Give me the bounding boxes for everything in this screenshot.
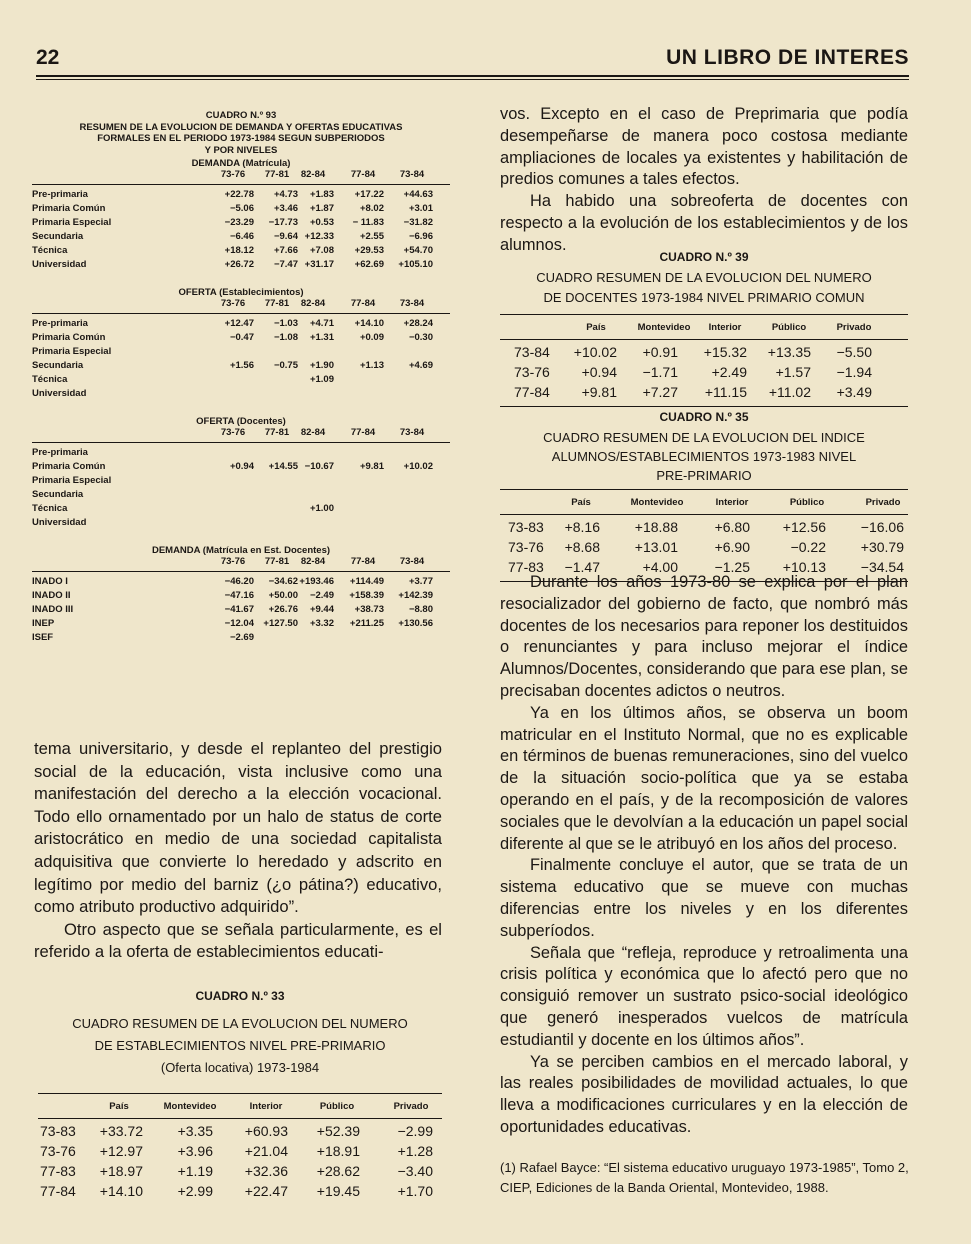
row-label: Técnica	[32, 503, 68, 514]
table-cell: −2.49	[309, 590, 334, 601]
table-cell: −46.20	[224, 576, 254, 587]
table-header	[500, 490, 908, 514]
table-cell: +114.49	[349, 576, 384, 587]
row-label: INEP	[32, 618, 55, 629]
table-cell: +1.13	[359, 360, 384, 371]
table-cell: +1.90	[309, 360, 334, 371]
footnote-text: Rafael Bayce: “El sistema educativo uruguayo 1973-1985”, Tomo 2, CIEP, Ediciones de la Banda Oriental, Montevideo, 1988.	[500, 1160, 909, 1195]
table-title-line: CUADRO RESUMEN DE LA EVOLUCION DEL NUMERO	[536, 270, 872, 285]
table-row	[500, 344, 908, 364]
table-cell: +3.35	[177, 1123, 213, 1139]
table-row	[32, 604, 450, 618]
table-cell: −41.67	[224, 604, 254, 615]
table-row	[38, 1183, 442, 1203]
table-row	[32, 503, 450, 517]
table-cell: +18.88	[634, 519, 678, 535]
table-cell: +22.78	[224, 189, 254, 200]
table-title-line: Y POR NIVELES	[204, 144, 278, 156]
table-cell: +7.27	[642, 384, 678, 400]
table-row	[500, 519, 908, 539]
table-row	[32, 189, 450, 203]
table-cell: +8.68	[564, 539, 600, 555]
table-cell: − 11.83	[352, 217, 384, 228]
column-header: Interior	[715, 497, 749, 508]
table-cell: +1.09	[309, 374, 334, 385]
row-label: Primaria Común	[32, 332, 106, 343]
table-cell: +9.44	[309, 604, 334, 615]
table-row	[32, 346, 450, 360]
period-header: 77-81	[264, 556, 290, 567]
paragraph: Otro aspecto que se señala particularmente, es el referido a la oferta de establecimientos educati-	[34, 919, 442, 962]
table-cuadro-39	[500, 246, 908, 407]
row-label: Primaria Especial	[32, 346, 112, 357]
table-row	[38, 1163, 442, 1183]
running-title: UN LIBRO DE INTERES	[666, 46, 909, 69]
table-cell: +1.57	[775, 364, 811, 380]
table-row	[32, 489, 450, 503]
period-header: 77-81	[264, 169, 290, 180]
table-title-line: ALUMNOS/ESTABLECIMIENTOS 1973-1983 NIVEL	[551, 449, 857, 464]
table-cell: +4.69	[408, 360, 433, 371]
table-cell: +18.97	[99, 1163, 143, 1179]
table-row	[32, 259, 450, 273]
table-row	[32, 245, 450, 259]
row-label: Pre-primaria	[32, 318, 88, 329]
table-row	[32, 318, 450, 332]
period-header: 82-84	[300, 169, 326, 180]
table-number: CUADRO N.º 39	[659, 250, 749, 264]
table-cell: +0.94	[229, 461, 254, 472]
table-title-line: CUADRO RESUMEN DE LA EVOLUCION DEL NUMERO	[72, 1016, 408, 1031]
table-row	[32, 374, 450, 388]
left-column-text	[34, 738, 442, 964]
column-header: Privado	[865, 497, 901, 508]
paragraph: Señala que “refleja, reproduce y retroalimenta una crisis política y económica que lo afectó pero que no consiguió remover un sustrato psico-social ideológico que generó inesperados vuelcos de matrícula estudiantil y docente en los últimos años”.	[500, 943, 908, 1049]
table-cell: +12.56	[782, 519, 826, 535]
table-cell: −23.29	[224, 217, 254, 228]
row-period: 77-83	[40, 1163, 76, 1179]
table-cell: −1.47	[564, 559, 600, 575]
table-cell: +14.10	[354, 318, 384, 329]
table-cell: −8.80	[408, 604, 433, 615]
footnote	[500, 1158, 912, 1198]
table-cell: +22.47	[244, 1183, 288, 1199]
table-cell: +62.69	[354, 259, 384, 270]
table-cell: +14.55	[268, 461, 298, 472]
table-number: CUADRO N.º 33	[195, 989, 285, 1003]
row-label: Primaria Especial	[32, 475, 112, 486]
table-cell: +3.32	[309, 618, 334, 629]
table-cell: +1.31	[309, 332, 334, 343]
table-cell: +1.28	[397, 1143, 433, 1159]
table-number: CUADRO N.º 93	[205, 110, 277, 121]
period-header: 77-84	[350, 298, 376, 309]
row-label: Primaria Común	[32, 203, 106, 214]
table-cell: −17.73	[268, 217, 298, 228]
table-cell: +3.96	[177, 1143, 213, 1159]
table-cell: +7.08	[309, 245, 334, 256]
period-header: 73-76	[220, 427, 246, 438]
table-cell: −0.22	[790, 539, 826, 555]
row-label: Primaria Común	[32, 461, 106, 472]
table-cell: +21.04	[244, 1143, 288, 1159]
table-cell: −1.08	[273, 332, 298, 343]
table-row	[500, 364, 908, 384]
period-header-row	[32, 556, 450, 568]
column-header: País	[109, 1101, 129, 1112]
table-cell: +26.72	[224, 259, 254, 270]
table-cell: −31.82	[403, 217, 433, 228]
table-row	[32, 332, 450, 346]
table-cell: +50.00	[268, 590, 298, 601]
paragraph: Ya se perciben cambios en el mercado laboral, y las reales posibilidades de movilidad actuales, lo que lleva a modificaciones curriculares y en la elección de oportunidades educativas.	[500, 1052, 908, 1136]
table-title-line: CUADRO RESUMEN DE LA EVOLUCION DEL INDICE	[543, 430, 865, 445]
table-cell: +10.02	[573, 344, 617, 360]
row-label: ISEF	[32, 632, 54, 643]
table-row	[38, 1143, 442, 1163]
table-header	[38, 1094, 442, 1118]
period-header-row	[32, 427, 450, 439]
section-heading: OFERTA (Establecimientos)	[178, 287, 304, 298]
section-heading: DEMANDA (Matrícula en Est. Docentes)	[151, 545, 331, 556]
table-cell: −16.06	[860, 519, 904, 535]
table-cell: −3.40	[397, 1163, 433, 1179]
period-header: 73-84	[399, 298, 425, 309]
period-header: 77-81	[264, 427, 290, 438]
table-row	[500, 539, 908, 559]
table-cell: +193.46	[299, 576, 334, 587]
table-cell: +10.13	[782, 559, 826, 575]
paragraph: Ya en los últimos años, se observa un boom matricular en el Instituto Normal, que no es explicable en términos de buenas remuneraciones, sino del vuelco de la situación socio-política que ya se estaba operando en el país, y de la recomposición de valores sociales que le devolvían a la educación un papel social diferente al que se le atribuyó en los años del proceso.	[500, 703, 908, 853]
table-cell: +0.94	[581, 364, 617, 380]
table-row	[500, 384, 908, 404]
table-cell: +9.81	[581, 384, 617, 400]
table-cell: +0.53	[309, 217, 334, 228]
table-title-line: RESUMEN DE LA EVOLUCION DE DEMANDA Y OFERTAS EDUCATIVAS	[79, 121, 403, 133]
table-cell: −10.67	[304, 461, 334, 472]
paragraph: Durante los años 1973-80 se explica por el plan resocializador del gobierno de facto, que nombró más docentes de los necesarios para reponer los destituidos o renunciantes y para incluso mejorar el índice Alumnos/Docentes, considerando que para ese plan, se precisaban docentes adictos o neutros.	[500, 573, 908, 700]
table-rows	[38, 1123, 442, 1203]
column-header: Montevideo	[637, 322, 691, 333]
period-header-row	[32, 298, 450, 310]
section-heading: OFERTA (Docentes)	[196, 416, 286, 427]
column-header: País	[571, 497, 591, 508]
table-cell: −5.06	[229, 203, 254, 214]
table-cell: −12.04	[224, 618, 254, 629]
row-label: Técnica	[32, 245, 68, 256]
header-rule-thin	[36, 79, 909, 80]
table-cell: +14.10	[99, 1183, 143, 1199]
row-label: INADO II	[32, 590, 71, 601]
row-period: 77-83	[508, 559, 544, 575]
table-cell: −34.54	[860, 559, 904, 575]
table-row	[32, 618, 450, 632]
table-cell: +54.70	[403, 245, 433, 256]
table-title-line: DE ESTABLECIMIENTOS NIVEL PRE-PRIMARIO	[94, 1038, 386, 1053]
table-cell: +26.76	[268, 604, 298, 615]
column-header: Privado	[836, 322, 872, 333]
table-cell: +18.91	[316, 1143, 360, 1159]
table-cuadro-93	[32, 110, 450, 646]
row-period: 77-84	[514, 384, 550, 400]
table-cell: +4.71	[309, 318, 334, 329]
table-cell: +158.39	[349, 590, 384, 601]
table-cell: +3.01	[408, 203, 433, 214]
period-header: 77-81	[264, 298, 290, 309]
table-cell: +12.33	[304, 231, 334, 242]
table-cell: +2.55	[359, 231, 384, 242]
table-row	[32, 475, 450, 489]
row-label: Primaria Especial	[32, 217, 112, 228]
row-label: INADO III	[32, 604, 74, 615]
table-cell: −0.30	[408, 332, 433, 343]
period-header: 82-84	[300, 298, 326, 309]
table-title-line: PRE-PRIMARIO	[656, 468, 752, 483]
table-cell: +0.09	[359, 332, 384, 343]
table-cell: +0.91	[642, 344, 678, 360]
table-rows	[500, 519, 908, 579]
table-cell: +11.02	[768, 384, 811, 400]
table-cell: −9.64	[273, 231, 298, 242]
table-body	[32, 158, 450, 646]
table-cell: +10.02	[403, 461, 433, 472]
page-number: 22	[36, 46, 60, 69]
table-rule	[32, 571, 450, 572]
table-rule	[500, 339, 908, 340]
row-period: 73-84	[514, 344, 550, 360]
table-rows	[500, 344, 908, 404]
table-cell: +30.79	[860, 539, 904, 555]
table-cell: +3.77	[408, 576, 433, 587]
table-cell: +33.72	[99, 1123, 143, 1139]
paragraph: Ha habido una sobreoferta de docentes con respecto a la evolución de los establecimientos y de los alumnos.	[500, 192, 908, 254]
table-cell: +9.81	[359, 461, 384, 472]
table-cell: −1.94	[836, 364, 872, 380]
table-number: CUADRO N.º 35	[659, 410, 749, 424]
table-row	[32, 217, 450, 231]
period-header: 77-84	[350, 169, 376, 180]
table-title-line: (Oferta locativa) 1973-1984	[160, 1060, 320, 1075]
column-header: País	[586, 322, 606, 333]
table-row	[32, 517, 450, 531]
table-cell: −6.96	[408, 231, 433, 242]
table-cell: −34.62	[268, 576, 298, 587]
table-row	[32, 388, 450, 402]
row-period: 73-76	[514, 364, 550, 380]
table-cell: +1.56	[229, 360, 254, 371]
row-label: Secundaria	[32, 231, 84, 242]
table-rule	[32, 313, 450, 314]
column-header: Público	[771, 322, 807, 333]
table-cell: +17.22	[354, 189, 384, 200]
paragraph: Finalmente concluye el autor, que se trata de un sistema educativo que se mueve con muchas diferencias entre los niveles y en los diferentes subperíodos.	[500, 856, 908, 940]
table-cell: +11.15	[704, 384, 747, 400]
table-row	[32, 231, 450, 245]
table-row	[32, 632, 450, 646]
table-cell: +8.02	[359, 203, 384, 214]
table-cell: +32.36	[244, 1163, 288, 1179]
row-label: Secundaria	[32, 360, 84, 371]
table-cell: −1.03	[273, 318, 298, 329]
table-cell: +44.63	[403, 189, 433, 200]
table-cell: −5.50	[836, 344, 872, 360]
column-header: Privado	[393, 1101, 429, 1112]
table-cell: +18.12	[224, 245, 254, 256]
period-header: 73-76	[220, 298, 246, 309]
period-header-row	[32, 169, 450, 181]
column-header: Montevideo	[163, 1101, 217, 1112]
table-row	[32, 590, 450, 604]
table-cell: +52.39	[316, 1123, 360, 1139]
table-header	[500, 315, 908, 339]
right-column-text-top	[500, 104, 908, 257]
table-cell: +12.97	[99, 1143, 143, 1159]
row-period: 73-83	[508, 519, 544, 535]
table-cell: +28.62	[316, 1163, 360, 1179]
table-cell: +1.83	[309, 189, 334, 200]
table-rule	[32, 442, 450, 443]
table-row	[32, 360, 450, 374]
row-label: Pre-primaria	[32, 189, 88, 200]
table-cell: +2.99	[177, 1183, 213, 1199]
column-header: Público	[789, 497, 825, 508]
table-cell: −47.16	[224, 590, 254, 601]
table-cell: −7.47	[273, 259, 298, 270]
table-cuadro-35	[500, 406, 908, 582]
row-label: Técnica	[32, 374, 68, 385]
table-cell: +29.53	[354, 245, 384, 256]
table-cell: +7.66	[273, 245, 298, 256]
table-cell: +4.00	[642, 559, 678, 575]
period-header: 73-76	[220, 169, 246, 180]
table-cell: +105.10	[398, 259, 433, 270]
table-cell: +3.49	[836, 384, 872, 400]
table-cell: +12.47	[224, 318, 254, 329]
table-cell: +31.17	[304, 259, 334, 270]
column-header: Interior	[249, 1101, 283, 1112]
period-header: 77-84	[350, 427, 376, 438]
row-period: 73-76	[40, 1143, 76, 1159]
table-cell: −2.69	[229, 632, 254, 643]
row-period: 77-84	[40, 1183, 76, 1199]
table-cell: +4.73	[273, 189, 298, 200]
paragraph: vos. Excepto en el caso de Preprimaria que podía desempeñarse de manera poco costosa mediante ampliaciones de locales ya existentes y habilitación de predios comunes a tales efectos.	[500, 105, 908, 189]
period-header: 73-76	[220, 556, 246, 567]
table-cell: +38.73	[354, 604, 384, 615]
table-cell: +13.01	[634, 539, 678, 555]
table-row	[38, 1123, 442, 1143]
table-cell: +1.19	[177, 1163, 213, 1179]
column-header: Interior	[708, 322, 742, 333]
table-cell: +211.25	[349, 618, 384, 629]
table-cell: +130.56	[398, 618, 433, 629]
table-rule	[38, 1118, 442, 1119]
table-cell: −2.99	[397, 1123, 433, 1139]
table-cell: +127.50	[263, 618, 298, 629]
row-period: 73-76	[508, 539, 544, 555]
section-heading: DEMANDA (Matrícula)	[191, 158, 291, 169]
row-label: Universidad	[32, 388, 87, 399]
period-header: 82-84	[300, 427, 326, 438]
paragraph: tema universitario, y desde el replanteo del prestigio social de la educación, vista inclusive como una manifestación del derecho a la elección vocacional. Todo ello ornamentado por un halo de status de corte aristocrático en medio de una sociedad capitalista adquisitiva que convierte lo heredado y adscrito en legítimo por medio del barniz (¿o pátina?) educativo, como atributo productivo adquirido”.	[34, 739, 442, 917]
column-header: Público	[319, 1101, 355, 1112]
table-cuadro-33	[38, 985, 442, 1203]
table-cell: +3.46	[273, 203, 298, 214]
table-row	[32, 447, 450, 461]
row-label: INADO I	[32, 576, 68, 587]
table-cell: +19.45	[316, 1183, 360, 1199]
period-header: 73-84	[399, 427, 425, 438]
row-label: Universidad	[32, 517, 87, 528]
table-cell: +6.80	[714, 519, 750, 535]
period-header: 73-84	[399, 169, 425, 180]
period-header: 77-84	[350, 556, 376, 567]
table-cell: +2.49	[711, 364, 747, 380]
table-cell: −0.47	[229, 332, 254, 343]
table-cell: +60.93	[244, 1123, 288, 1139]
column-header: Montevideo	[630, 497, 684, 508]
right-column-text-bottom	[500, 572, 908, 1139]
table-row	[32, 461, 450, 475]
period-header: 82-84	[300, 556, 326, 567]
header-rule	[36, 75, 909, 77]
table-row	[32, 203, 450, 217]
table-cell: +6.90	[714, 539, 750, 555]
table-rule	[500, 514, 908, 515]
table-cell: −1.25	[714, 559, 750, 575]
table-cell: −0.75	[273, 360, 298, 371]
table-rule	[32, 184, 450, 185]
row-label: Secundaria	[32, 489, 84, 500]
table-cell: −6.46	[229, 231, 254, 242]
table-title-line: FORMALES EN EL PERIODO 1973-1984 SEGUN SUBPERIODOS	[97, 133, 385, 144]
table-cell: +15.32	[703, 344, 747, 360]
table-cell: +8.16	[564, 519, 600, 535]
table-cell: +1.70	[397, 1183, 433, 1199]
row-period: 73-83	[40, 1123, 76, 1139]
table-cell: +13.35	[767, 344, 811, 360]
row-label: Pre-primaria	[32, 447, 88, 458]
footnote-marker: (1)	[500, 1160, 516, 1175]
table-row	[32, 576, 450, 590]
table-cell: +1.00	[309, 503, 334, 514]
row-label: Universidad	[32, 259, 87, 270]
period-header: 73-84	[399, 556, 425, 567]
table-cell: +28.24	[403, 318, 433, 329]
table-cell: +1.87	[309, 203, 334, 214]
table-cell: −1.71	[642, 364, 678, 380]
table-title-line: DE DOCENTES 1973-1984 NIVEL PRIMARIO COMUN	[543, 290, 865, 305]
table-cell: +142.39	[398, 590, 433, 601]
